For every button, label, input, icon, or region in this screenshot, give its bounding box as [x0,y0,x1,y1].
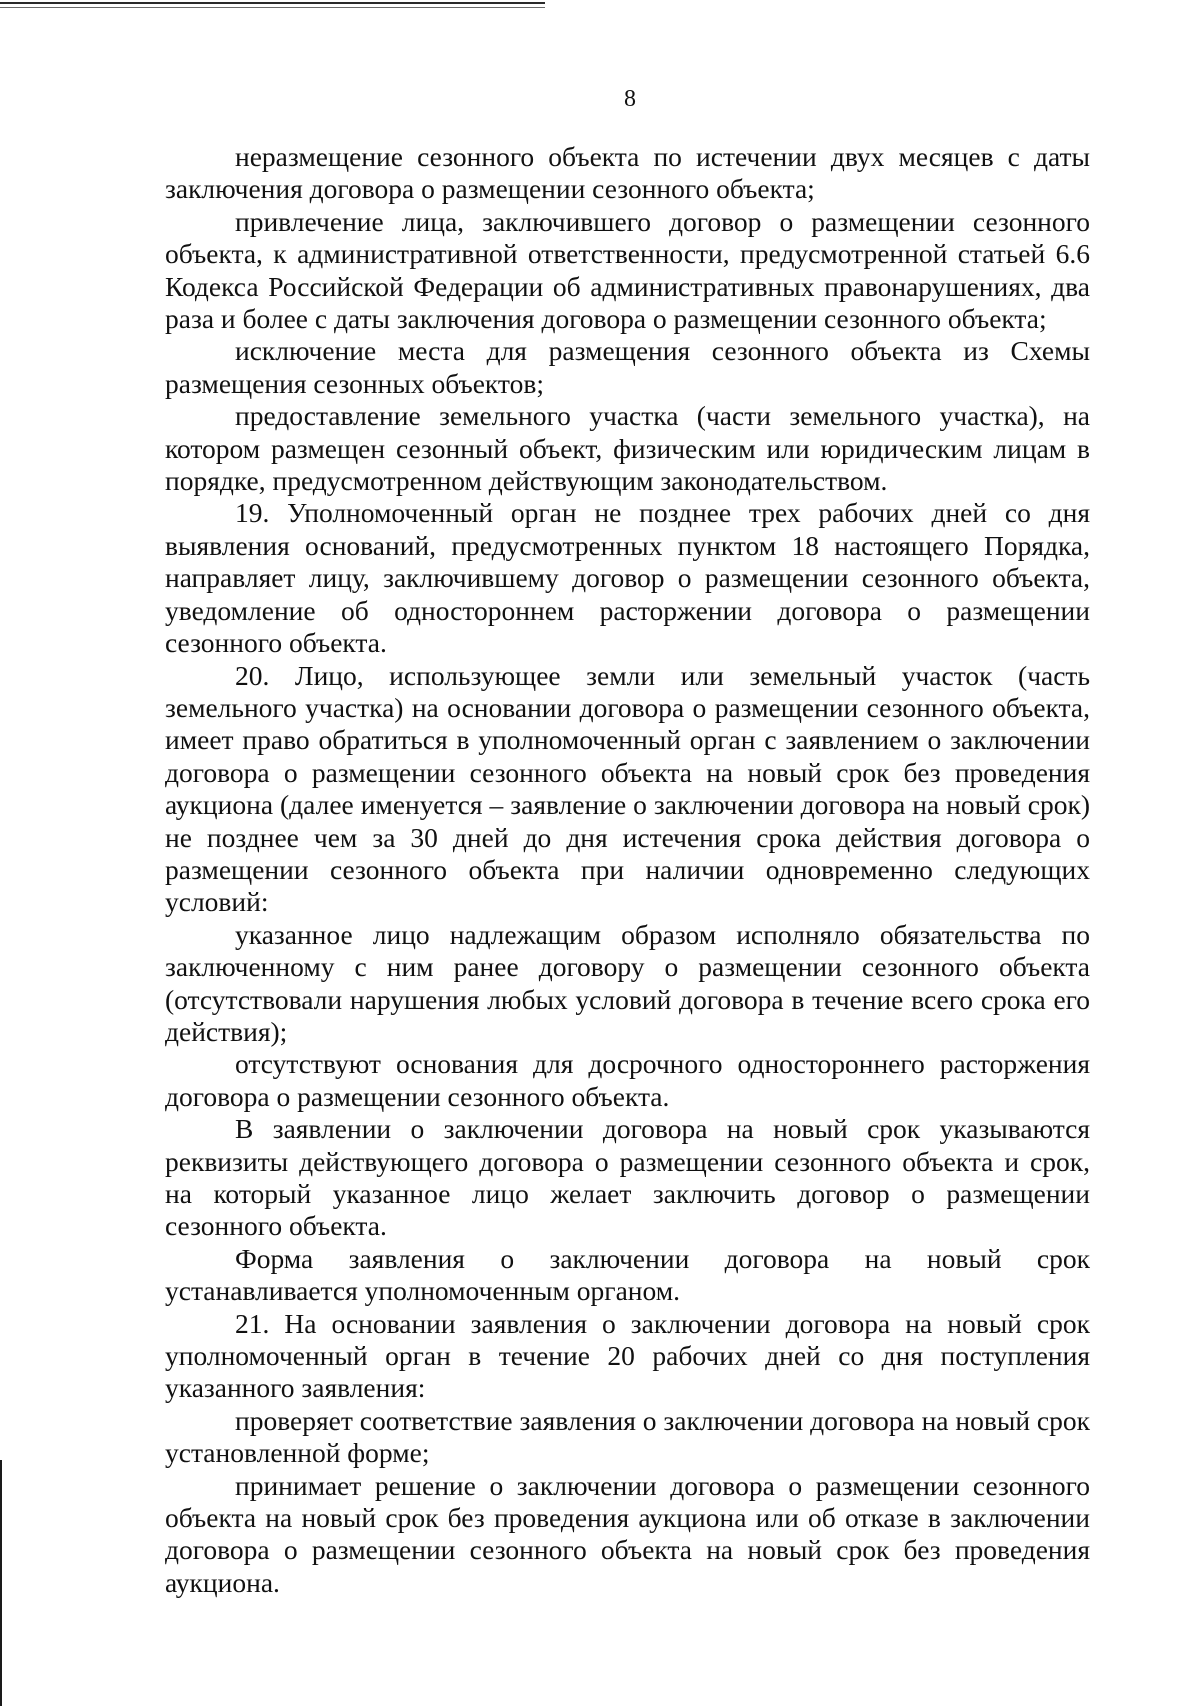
paragraph-nonplacement: неразмещение сезонного объекта по истечении двух месяцев с даты заключения договора о размещении сезонного объекта; [165,141,1090,205]
page-number: 8 [624,86,636,112]
paragraph-condition-no-termination: отсутствуют основания для досрочного одностороннего расторжения договора о размещении сезонного объекта. [165,1048,1090,1112]
document-body [165,141,1090,1599]
paragraph-clause-21: 21. На основании заявления о заключении договора на новый срок уполномоченный орган в течение 20 рабочих дней со дня поступления указанного заявления: [165,1307,1090,1404]
paragraph-decision: принимает решение о заключении договора о размещении сезонного объекта на новый срок без проведения аукциона или об отказе в заключении договора о размещении сезонного объекта на новый срок без проведения аукциона. [165,1469,1090,1598]
scan-edge-line-top [0,2,545,4]
paragraph-administrative-liability: привлечение лица, заключившего договор о размещении сезонного объекта, к административной ответственности, предусмотренной статьей 6.6 Кодекса Российской Федерации об административных правонарушениях, два раза и более с даты заключения договора о размещении сезонного объекта; [165,205,1090,335]
paragraph-check-form: проверяет соответствие заявления о заключении договора на новый срок установленной форме; [165,1404,1090,1469]
scan-edge-line-left [0,1460,2,1706]
paragraph-application-details: В заявлении о заключении договора на новый срок указываются реквизиты действующего договора о размещении сезонного объекта и срок, на который указанное лицо желает заключить договор о размещении сезонного объекта. [165,1113,1090,1242]
paragraph-land-provision: предоставление земельного участка (части земельного участка), на котором размещен сезонный объект, физическим или юридическим лицам в порядке, предусмотренном действующим законодательством. [165,400,1090,497]
paragraph-condition-obligations: указанное лицо надлежащим образом исполняло обязательства по заключенному с ним ранее договору о размещении сезонного объекта (отсутствовали нарушения любых условий договора в течение всего срока его действия); [165,918,1090,1047]
paragraph-scheme-exclusion: исключение места для размещения сезонного объекта из Схемы размещения сезонных объектов; [165,335,1090,399]
scan-edge-line-top-secondary [0,7,545,8]
paragraph-application-form: Форма заявления о заключении договора на новый срок устанавливается уполномоченным органом. [165,1242,1090,1307]
paragraph-clause-20: 20. Лицо, использующее земли или земельный участок (часть земельного участка) на основании договора о размещении сезонного объекта, имеет право обратиться в уполномоченный орган с заявлением о заключении договора о размещении сезонного объекта на новый срок без проведения аукциона (далее именуется – заявление о заключении договора на новый срок) не позднее чем за 30 дней до дня истечения срока действия договора о размещении сезонного объекта при наличии одновременно следующих условий: [165,659,1090,918]
paragraph-clause-19: 19. Уполномоченный орган не позднее трех рабочих дней со дня выявления оснований, предусмотренных пунктом 18 настоящего Порядка, направляет лицу, заключившему договор о размещении сезонного объекта, уведомление об одностороннем расторжении договора о размещении сезонного объекта. [165,497,1090,659]
